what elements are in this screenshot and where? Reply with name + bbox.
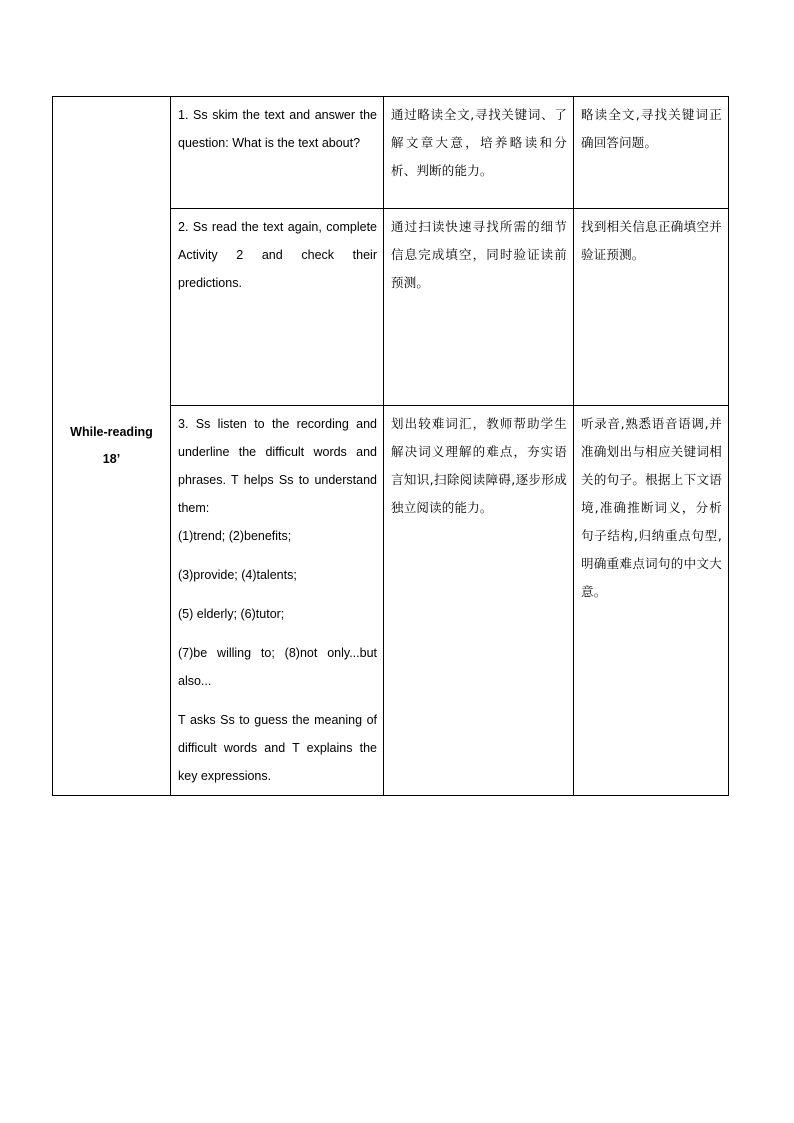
purpose-cell (384, 209, 574, 406)
purpose-text: 通过略读全文,寻找关键词、了解文章大意，培养略读和分析、判断的能力。 (391, 107, 567, 178)
vocab-item: (7)be willing to; (8)not only...but also... (178, 646, 377, 688)
activity-cell (171, 97, 384, 209)
activity-text: 2. Ss read the text again, complete Activity 2 and check their predictions. (178, 220, 377, 290)
purpose-cell (384, 97, 574, 209)
vocab-item: (3)provide; (4)talents; (178, 568, 297, 582)
effect-text: 略读全文,寻找关键词正确回答问题。 (581, 107, 722, 150)
activity-cell (171, 406, 384, 796)
purpose-text: 划出较难词汇，教师帮助学生解决词义理解的难点，夯实语言知识,扫除阅读障碍,逐步形成独立阅读的能力。 (391, 416, 567, 515)
table-row (53, 97, 729, 209)
vocab-item: (5) elderly; (6)tutor; (178, 607, 285, 621)
activity-text: 1. Ss skim the text and answer the question: What is the text about? (178, 108, 377, 150)
effect-cell (574, 97, 729, 209)
purpose-text: 通过扫读快速寻找所需的细节信息完成填空，同时验证读前预测。 (391, 219, 567, 290)
effect-text: 听录音,熟悉语音语调,并准确划出与相应关键词相关的句子。根据上下文语境,准确推断词义，分析句子结构,归纳重点句型,明确重难点词句的中文大意。 (581, 416, 722, 599)
purpose-cell (384, 406, 574, 796)
stage-cell (53, 97, 171, 796)
stage-time: 18’ (102, 452, 121, 466)
effect-text: 找到相关信息正确填空并验证预测。 (581, 219, 722, 262)
activity-outro: T asks Ss to guess the meaning of difficult words and T explains the key expressions. (178, 713, 377, 783)
activity-intro: 3. Ss listen to the recording and underline the difficult words and phrases. T helps Ss to understand them: (178, 417, 377, 515)
stage-name: While-reading (70, 425, 153, 439)
effect-cell (574, 209, 729, 406)
lesson-plan-table (52, 96, 729, 796)
vocab-item: (1)trend; (2)benefits; (178, 529, 292, 543)
activity-cell (171, 209, 384, 406)
effect-cell (574, 406, 729, 796)
